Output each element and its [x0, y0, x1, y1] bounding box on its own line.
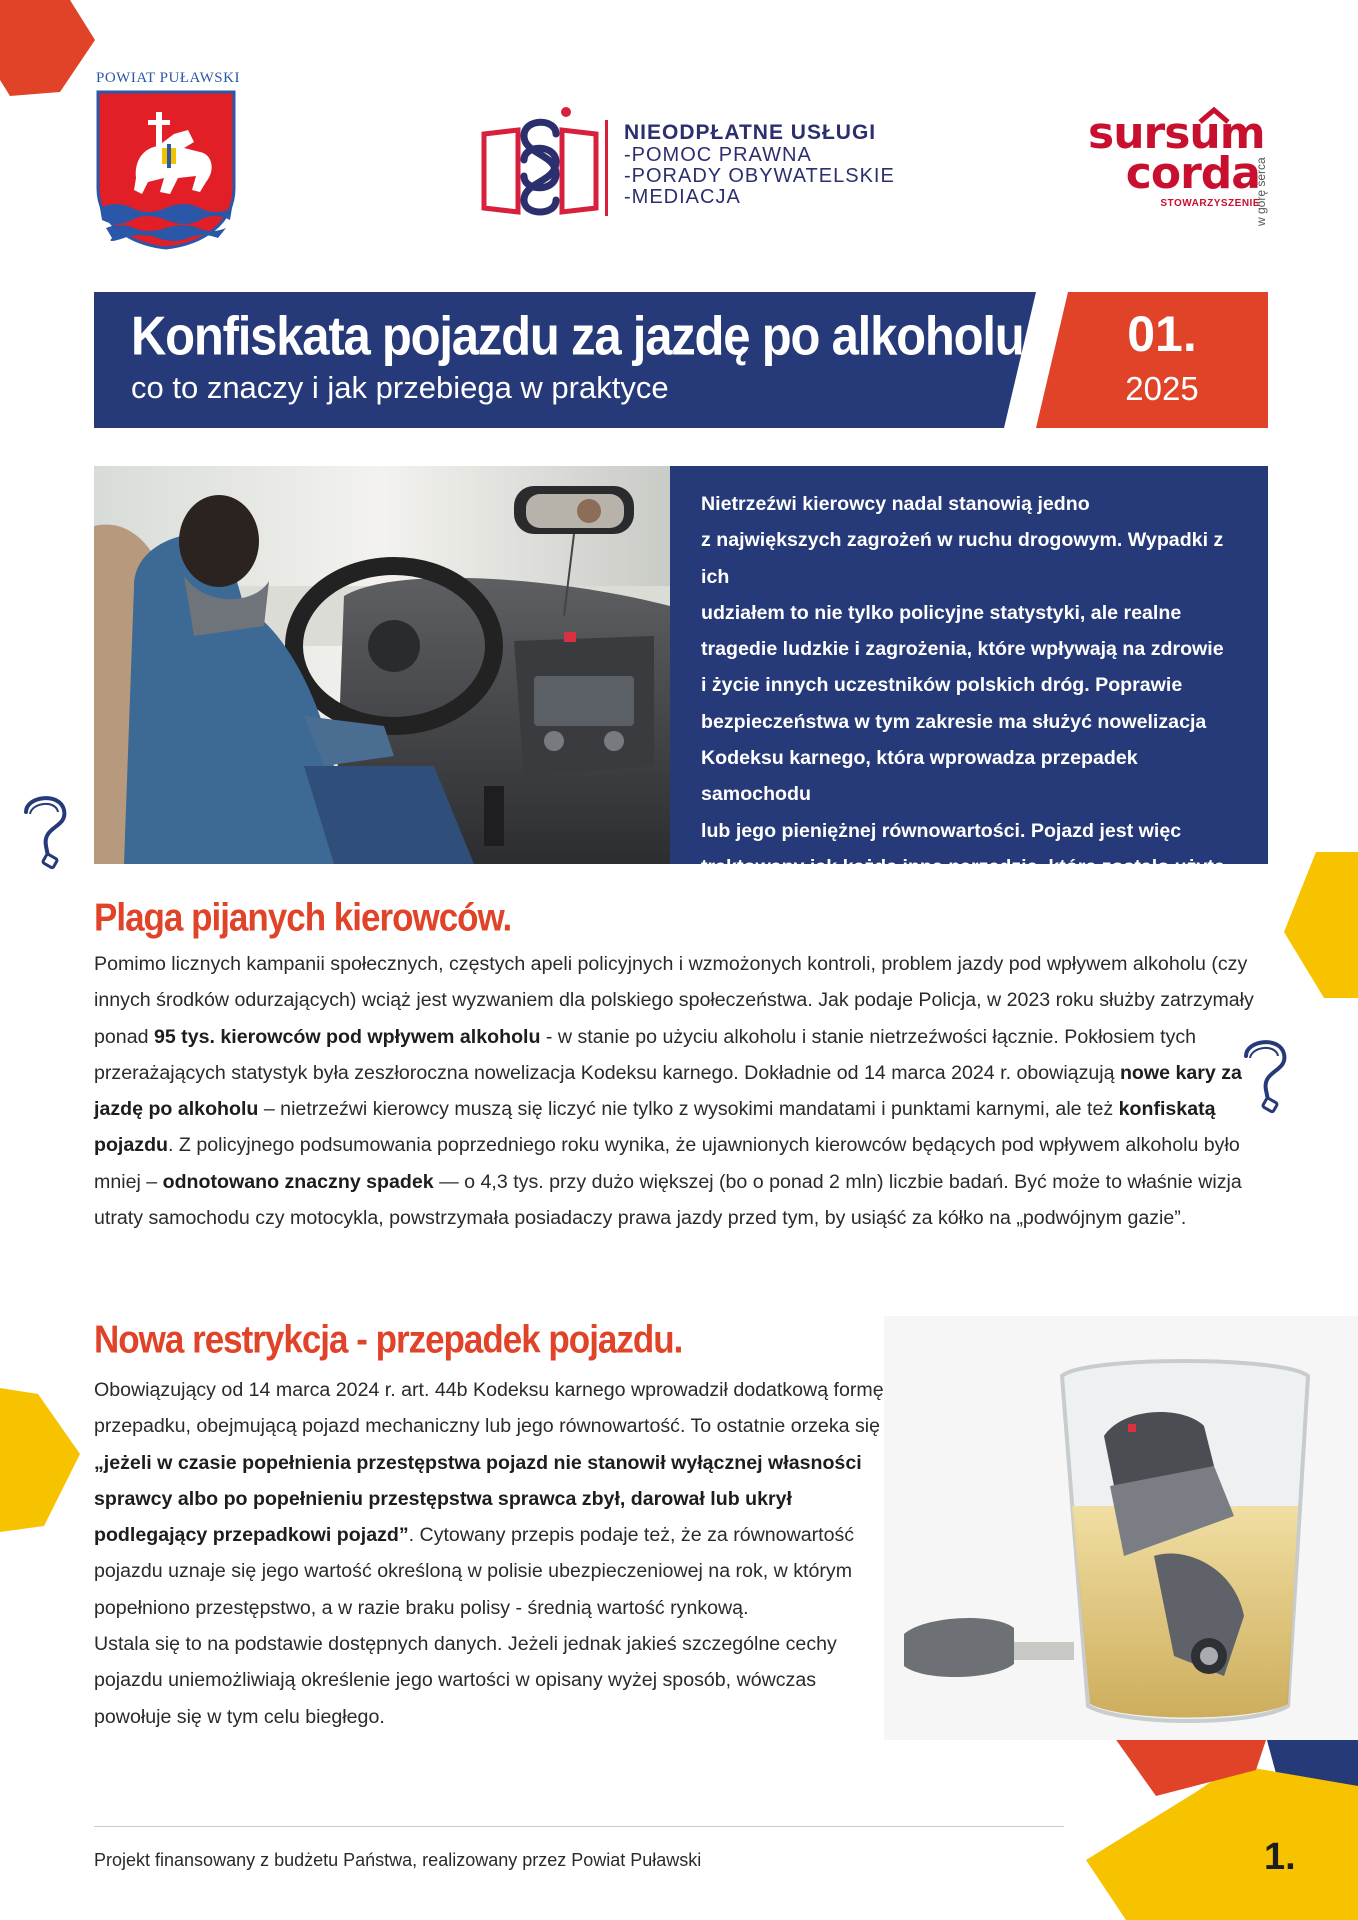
driver-photo: [94, 466, 670, 864]
legal-aid-paragraph-icon: [478, 104, 608, 224]
body-span: . Z policyjnego podsumowania poprzedniego roku wynika, że ujawnionych kierowców będących pod wpływem alkoholu było mniej –: [94, 1134, 1240, 1193]
body-span: Ustala się to na podstawie dostępnych danych. Jeżeli jednak jakieś szczególne cechy pojazdu uniemożliwiają określenie jego wartości w opisany wyżej sposób, wówczas powołuje się w tym celu biegłego.: [94, 1633, 837, 1728]
sursum-word: sursum: [1088, 108, 1265, 159]
section-title: Nowa restrykcja - przepadek pojazdu.: [94, 1318, 683, 1362]
footer-divider: [94, 1826, 1064, 1827]
body-span: - w stanie po użyciu alkoholu i stanie nietrzeźwości łącznie. Pokłosiem tych przerażających statystyk była zeszłoroczna nowelizacja Kodeksu karnego. Dokładnie od 14 marca 2024 r. obowiązują: [94, 1025, 1197, 1084]
legal-aid-line: -POMOC PRAWNA: [624, 144, 812, 166]
body-bold: odnotowano znaczny spadek: [162, 1170, 434, 1193]
logo-divider: [605, 120, 608, 216]
intro-line: popełnienia przestępstwa.: [701, 928, 945, 951]
body-span: Obowiązujący od 14 marca 2024 r. art. 44b Kodeksu karnego wprowadził dodatkową formę przepadku, obejmującą pojazd mechaniczny lub jego równowartość. To ostatnie orzeka się: [94, 1379, 884, 1438]
caret-up-icon: [1197, 106, 1231, 124]
sursum-org-type: STOWARZYSZENIE: [1160, 198, 1260, 209]
body-bold: 95 tys. kierowców pod wpływem alkoholu: [153, 1025, 541, 1048]
decorative-hexagon-left-yellow: [0, 1388, 80, 1532]
decorative-hexagon-top-left: [0, 0, 100, 100]
legal-aid-logo-text: [624, 122, 895, 208]
intro-line: lub jego pieniężnej równowartości. Pojazd jest więc: [701, 819, 1182, 842]
car-in-glass-photo: [884, 1316, 1358, 1740]
section-body: [94, 1372, 884, 1735]
intro-line: udziałem to nie tylko policyjne statystyki, ale realne: [701, 601, 1182, 624]
page-subtitle: co to znaczy i jak przebiega w praktyce: [131, 370, 669, 405]
issue-number: 01.: [1127, 306, 1197, 362]
body-span: — o 4,3 tys. przy dużo większej (bo o ponad 2 mln) liczbie badań. Być może to właśnie wizja utraty samochodu czy motocykla, powstrzymała posiadaczy prawa jazdy przed tym, by usiąść za kółko na „podwójnym gazie”.: [94, 1170, 1242, 1230]
corda-word: corda: [1125, 148, 1260, 199]
section-body: [94, 946, 1274, 1236]
intro-line: traktowany jak każde inne narzędzie, które zostało użyte do: [701, 855, 1225, 915]
footer-funding-note: Projekt finansowany z budżetu Państwa, realizowany przez Powiat Puławski: [94, 1850, 702, 1870]
legal-aid-line: -MEDIACJA: [624, 186, 741, 208]
body-bold: „jeżeli w czasie popełnienia przestępstwa pojazd nie stanowił wyłącznej własności sprawcy albo po popełnieniu przestępstwa sprawca zbył, darował lub ukrył podlegający przepadkowi pojazd”: [94, 1451, 862, 1547]
legal-aid-line: -PORADY OBYWATELSKIE: [624, 165, 895, 187]
decorative-hexagon-right-yellow: [1284, 852, 1358, 998]
question-mark-icon: [18, 790, 76, 870]
body-span: . Cytowany przepis podaje też, że za równowartość pojazdu uznaje się jego wartość określoną w polisie ubezpieczeniowej na rok, w którym popełniono przestępstwo, a w razie braku polisy - średnią wartość rynkową.: [94, 1524, 855, 1619]
page-title: Konfiskata pojazdu za jazdę po alkoholu: [131, 306, 1024, 367]
body-span: – nietrzeźwi kierowcy muszą się liczyć nie tylko z wysokimi mandatami i punktami karnymi, ale też: [258, 1098, 1119, 1121]
powiat-crest-icon: [96, 90, 236, 250]
intro-line: tragedie ludzkie i zagrożenia, które wpływają na zdrowie: [701, 638, 1224, 661]
powiat-label: POWIAT PUŁAWSKI: [96, 70, 240, 86]
body-span: Pomimo licznych kampanii społecznych, częstych apeli policyjnych i wzmożonych kontroli, problem jazdy pod wpływem alkoholu (czy innych środków odurzających) wciąż jest wyzwaniem dla polskiego społeczeństwa. Jak podaje Policja, w 2023 roku służby zatrzymały ponad: [94, 953, 1254, 1048]
issue-year: 2025: [1125, 370, 1199, 407]
intro-line: Nietrzeźwi kierowcy nadal stanowią jedno: [701, 493, 1090, 515]
intro-line: i życie innych uczestników polskich dróg. Poprawie: [701, 674, 1183, 697]
sursum-tagline: w górę serca: [1254, 157, 1268, 226]
intro-line: Kodeksu karnego, która wprowadza przepadek samochodu: [701, 747, 1138, 806]
body-bold: nowe kary za jazdę po alkoholu: [94, 1061, 1242, 1121]
intro-line: bezpieczeństwa w tym zakresie ma służyć nowelizacja: [701, 710, 1207, 733]
section-title: Plaga pijanych kierowców.: [94, 896, 512, 940]
legal-aid-title: NIEODPŁATNE USŁUGI: [624, 121, 877, 144]
body-bold: konfiskatą pojazdu: [94, 1098, 1216, 1157]
page-number: 1.: [1264, 1836, 1296, 1878]
intro-text: [701, 486, 1246, 958]
intro-line: z największych zagrożeń w ruchu drogowym. Wypadki z ich: [701, 529, 1224, 588]
